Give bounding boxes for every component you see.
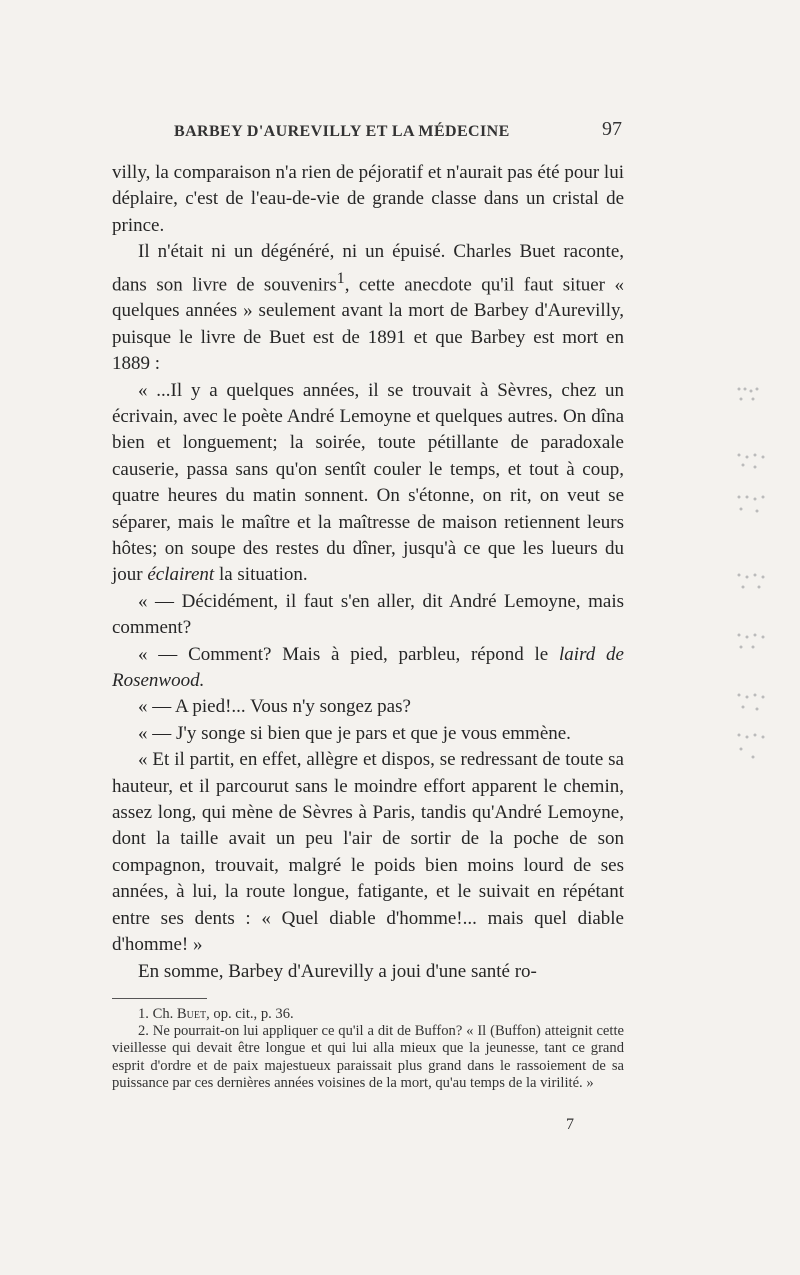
small-caps-text: Buet [176, 1006, 207, 1022]
text-run: Il n'était ni un dégénéré, ni un épuisé. Charles Buet raconte, dans son livre de souvenirs [112, 241, 624, 295]
text-run: « — Comment? Mais à pied, parbleu, répond le [138, 643, 560, 665]
text-run: 2. Ne pourrait-on lui appliquer ce qu'il a dit de Buffon? « Il (Buffon) atteignit cette vieillesse qui devait être longue et qui lui alla mieux que la jeunesse, tant ce grand esprit d'ordre et de paix majestueux paraissait plus grand dans le rassoiement de sa puissance par ces dernières années voisines de la mort, qu'au temps de la virilité. » [112, 1023, 624, 1091]
text-run: « — J'y songe si bien que je pars et que je vous emmène. [138, 722, 571, 744]
paragraph [112, 378, 624, 589]
margin-dots [735, 385, 775, 785]
text-run: , cette anecdote qu'il faut situer « quelques années » seulement avant la mort de Barbey d'Aurevilly, puisque le livre de Buet est de 1891 et que Barbey est mort en 1889 : [112, 273, 624, 375]
footnote [112, 1023, 624, 1092]
paragraph [112, 589, 624, 642]
main-text [112, 160, 624, 985]
footnote [112, 1006, 624, 1023]
text-run: « Et il partit, en effet, allègre et dispos, se redressant de toute sa hauteur, et il parcourut sans le moindre effort apparent le chemin, assez long, qui mène de Sèvres à Paris, tandis qu'André Lemoyne, dont la taille avait un peu l'air de sortir de la poche de son compagnon, trouvait, malgré le poids bien moins lourd de ses années, à lui, la route longue, fatigante, et le suivait en répétant entre ses dents : « Quel diable d'homme!... mais quel diable d'homme! » [112, 749, 624, 956]
text-run: « — Décidément, il faut s'en aller, dit André Lemoyne, mais comment? [112, 590, 624, 639]
signature-mark: 7 [566, 1116, 574, 1133]
page-number: 97 [602, 118, 622, 140]
text-run: , op. cit., p. 36. [206, 1006, 294, 1022]
paragraph [112, 642, 624, 695]
text-run: « ...Il y a quelques années, il se trouvait à Sèvres, chez un écrivain, avec le poète André Lemoyne et quelques autres. On dîna bien et longuement; la soirée, toute pétillante de paradoxale causerie, passa sans qu'on sentît couler le temps, et tout à coup, quatre heures du matin sonnent. On s'étonne, on rit, on veut se séparer, mais le maître et la maîtresse de maison retiennent leurs hôtes; on soupe des restes du dîner, jusqu'à ce que les lueurs du jour [112, 379, 624, 586]
text-run: En somme, Barbey d'Aurevilly a joui d'une santé ro- [138, 960, 537, 982]
text-run: la situation. [214, 564, 308, 586]
footnote-ref: 1 [336, 269, 345, 287]
running-title: BARBEY D'AUREVILLY ET LA MÉDECINE [174, 123, 510, 140]
footnote-rule [112, 998, 207, 999]
italic-text: éclairent [147, 564, 215, 586]
footnotes [112, 1006, 624, 1092]
paragraph [112, 239, 624, 377]
text-run: villy, la comparaison n'a rien de péjoratif et n'aurait pas été pour lui déplaire, c'est de l'eau-de-vie de grande classe dans un cristal de prince. [112, 162, 624, 236]
text-run: « — A pied!... Vous n'y songez pas? [138, 696, 411, 718]
paragraph [112, 747, 624, 958]
paragraph [112, 694, 624, 720]
page-header [112, 118, 622, 148]
text-run: 1. Ch. [138, 1006, 177, 1022]
paragraph [112, 160, 624, 239]
paragraph [112, 959, 624, 985]
paragraph [112, 721, 624, 747]
italic-text: laird de Rosenwood. [112, 643, 624, 692]
